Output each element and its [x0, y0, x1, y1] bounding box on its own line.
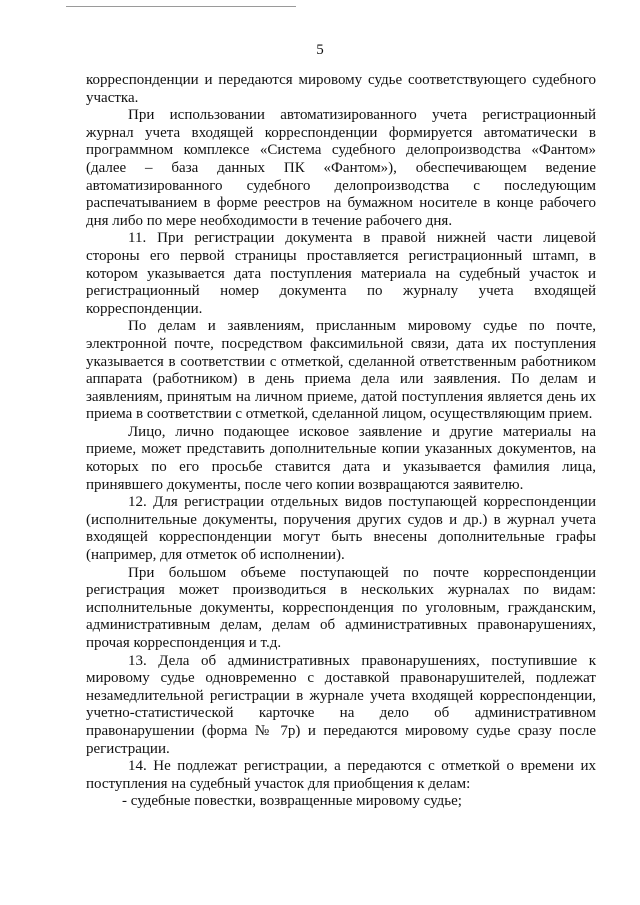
paragraph-continuation: корреспонденции и передаются мировому судье соответствующего судебного участка. [86, 72, 596, 106]
paragraph-item-13: 13. Дела об административных правонарушениях, поступившие к мировому судье одновременно с доставкой правонарушителей, подлежат незамедлительной регистрации в журнале учета входящей корреспонденции, учетно-статистической карточке на дело об административном правонарушении (форма № 7р) и передаются мировому судье сразу после регистрации. [86, 652, 596, 757]
paragraph-item-12: 12. Для регистрации отдельных видов поступающей корреспонденции (исполнительные документы, поручения других судов и др.) в журнал учета входящей корреспонденции могут быть внесены дополнительные графы (например, для отметок об исполнении). [86, 494, 596, 564]
paragraph-item-11: 11. При регистрации документа в правой нижней части лицевой стороны его первой страницы проставляется регистрационный штамп, в котором указывается дата поступления материала на судебный участок и регистрационный номер документа по журналу учета входящей корреспонденции. [86, 230, 596, 317]
paragraph-additional-copies: Лицо, лично подающее исковое заявление и другие материалы на приеме, может представить дополнительные копии указанных документов, на которых по его просьбе ставится дата и указывается фамилия лица, принявшего документы, после чего копии возвращаются заявителю. [86, 423, 596, 493]
scan-top-edge-line [66, 6, 296, 7]
document-body [86, 72, 596, 811]
paragraph-multiple-journals: При большом объеме поступающей по почте корреспонденции регистрация может производиться в нескольких журналах по видам: исполнительные документы, корреспонденция по уголовным, гражданским, административным делам, делам об административных правонарушениях, прочая корреспонденция и т.д. [86, 564, 596, 651]
page-number: 5 [316, 42, 324, 58]
paragraph-postal-receipt-dates: По делам и заявлениям, присланным мировому судье по почте, электронной почте, посредством факсимильной связи, дата их поступления указывается в соответствии с отметкой, сделанной ответственным работником аппарата (работником) в день приема дела или заявления. По делам и заявлениям, принятым на личном приеме, датой поступления является день их приема в соответствии с отметкой, сделанной лицом, осуществляющим прием. [86, 318, 596, 423]
paragraph-item-14: 14. Не подлежат регистрации, а передаются с отметкой о времени их поступления на судебный участок для приобщения к делам: [86, 758, 596, 792]
list-item-court-summons: - судебные повестки, возвращенные мировому судье; [122, 793, 462, 810]
paragraph-automated-accounting: При использовании автоматизированного учета регистрационный журнал учета входящей корреспонденции формируется автоматически в программном комплексе «Система судебного делопроизводства «Фантом» (далее – база данных ПК «Фантом»), обеспечивающем ведение автоматизированного судебного делопроизводства с последующим распечатыванием в форме реестров на бумажном носителе в конце рабочего дня либо по мере необходимости в течение рабочего дня. [86, 107, 596, 229]
